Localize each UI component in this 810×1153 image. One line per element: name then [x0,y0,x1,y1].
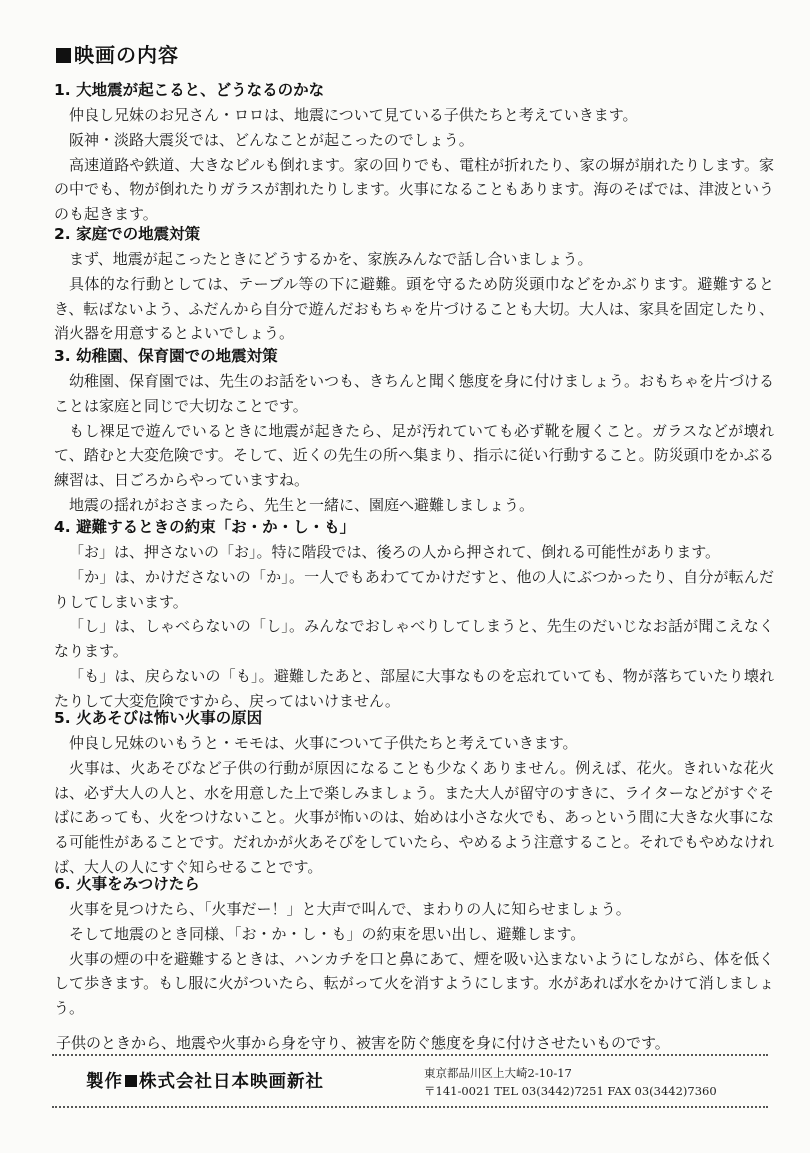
section-3 [54,346,774,518]
paragraph: 「し」は、しゃべらないの「し」。みんなでおしゃべりしてしまうと、先生のだいじなお話が聞こえなくなります。 [54,617,774,661]
section-1 [54,80,774,227]
section-heading: 3. 幼稚園、保育園での地震対策 [54,347,278,365]
paragraph: 具体的な行動としては、テーブル等の下に避難。頭を守るため防災頭巾などをかぶります。避難するとき、転ばないよう、ふだんから自分で遊んだおもちゃを片づけることも大切。大人は、家具を固定したり、消火器を用意するとよいでしょう。 [54,274,774,343]
closing-paragraph: 子供のときから、地震や火事から身を守り、被害を防ぐ態度を身に付けさせたいものです。 [56,1034,670,1052]
section-4 [54,517,774,714]
paragraph: 火事を見つけたら、「火事だー！」と大声で叫んで、まわりの人に知らせましょう。 [69,900,631,918]
section-6 [54,874,774,1021]
paragraph: 火事は、火あそびなど子供の行動が原因になることも少なくありません。例えば、花火。きれいな花火は、必ず大人の人と、水を用意した上で楽しみましょう。また大人が留守のすきに、ライターなどがすぐそばにあっても、火をつけないこと。火事が怖いのは、始めは小さな火でも、あっという間に大きな火事になる可能性があることです。だれかが火あそびをしていたら、やめるよう注意すること。それでもやめなければ、大人の人にすぐ知らせることです。 [54,758,774,876]
divider-bottom [52,1106,768,1108]
paragraph: 火事の煙の中を避難するときは、ハンカチを口と鼻にあて、煙を吸い込まないようにしながら、体を低くして歩きます。もし服に火がついたら、転がって火を消すようにします。水があれば水をかけて消しましょう。 [54,949,774,1018]
paragraph: 「か」は、かけださないの「か」。一人でもあわててかけだすと、他の人にぶつかったり、自分が転んだりしてしまいます。 [54,567,774,611]
section-heading: 2. 家庭での地震対策 [54,225,201,243]
black-square-icon [125,1075,137,1087]
paragraph: 「お」は、押さないの「お」。特に階段では、後ろの人から押されて、倒れる可能性があります。 [69,543,721,561]
section-heading: 6. 火事をみつけたら [54,875,200,893]
section-2 [54,224,774,346]
section-heading: 5. 火あそびは怖い火事の原因 [54,709,263,727]
company-name: 株式会社日本映画新社 [139,1072,324,1092]
paragraph: 仲良し兄妹のお兄さん・ロロは、地震について見ている子供たちと考えていきます。 [69,106,638,124]
paragraph: 高速道路や鉄道、大きなビルも倒れます。家の回りでも、電柱が折れたり、家の塀が崩れたりします。家の中でも、物が倒れたりガラスが割れたりします。火事になることもあります。海のそばでは、津波というのも起きます。 [54,155,774,224]
black-square-icon [56,48,71,63]
producer-label: 製作 [86,1072,123,1092]
page-title [56,42,179,68]
footer-producer [86,1070,324,1094]
paragraph: 阪神・淡路大震災では、どんなことが起こったのでしょう。 [69,130,474,149]
company-address: 東京都品川区上大崎2-10-17 [424,1066,572,1080]
section-heading: 1. 大地震が起こると、どうなるのかな [54,81,325,99]
paragraph: 地震の揺れがおさまったら、先生と一緒に、園庭へ避難しましょう。 [69,495,535,514]
footer-address-block [424,1064,717,1100]
paragraph: 幼稚園、保育園では、先生のお話をいつも、きちんと聞く態度を身に付けましょう。おもちゃを片づけることは家庭と同じで大切なことです。 [54,372,775,415]
section-heading: 4. 避難するときの約束「お・か・し・も」 [54,518,356,536]
paragraph: 「も」は、戻らないの「も」。避難したあと、部屋に大事なものを忘れていても、物が落ちていたり壊れたりして大変危険ですから、戻ってはいけません。 [54,666,774,710]
company-contact: 〒141-0021 TEL 03(3442)7251 FAX 03(3442)7360 [424,1084,717,1098]
paragraph: まず、地震が起こったときにどうするかを、家族みんなで話し合いましょう。 [69,250,593,268]
page-title-text: 映画の内容 [74,43,179,67]
divider-top [52,1054,768,1056]
paragraph: もし裸足で遊んでいるときに地震が起きたら、足が汚れていても必ず靴を履くこと。ガラスなどが壊れて、踏むと大変危険です。そして、近くの先生の所へ集まり、指示に従い行動すること。防災頭巾をかぶる練習は、日ごろからやっていますね。 [54,421,774,490]
paragraph: 仲良し兄妹のいもうと・モモは、火事について子供たちと考えていきます。 [69,734,578,752]
paragraph: そして地震のとき同様、「お・か・し・も」の約束を思い出し、避難します。 [69,924,586,943]
section-5 [54,708,774,880]
